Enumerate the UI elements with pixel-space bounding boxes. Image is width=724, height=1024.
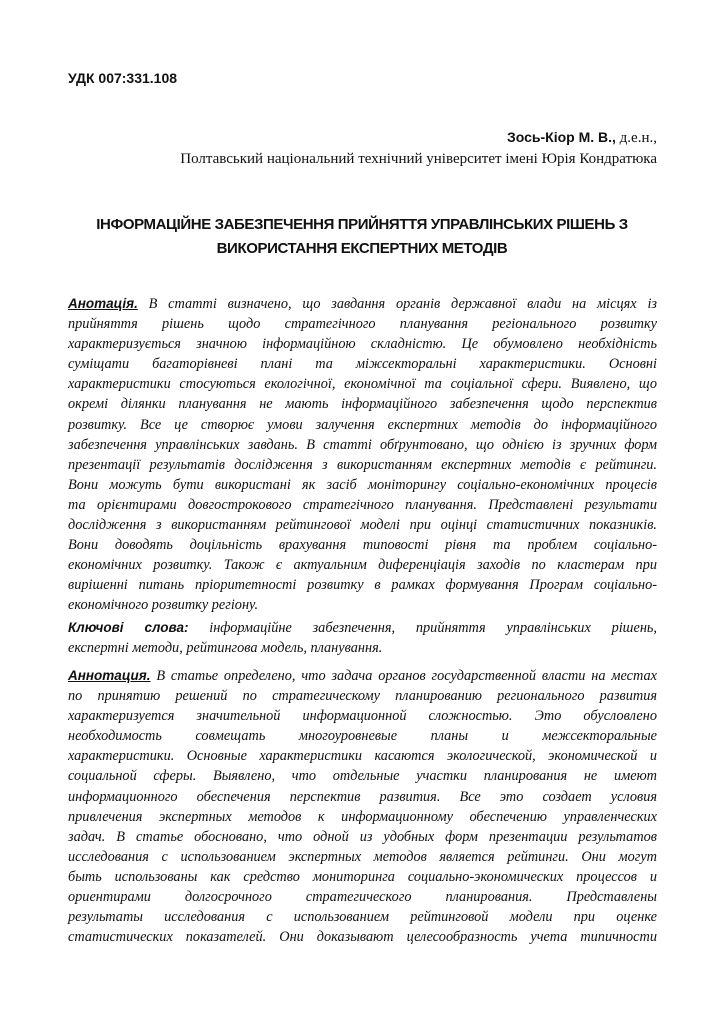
text-line-content: економічних розвитку. Також є актуальним диференціація заходів по кластерам при — [68, 557, 657, 574]
text-line — [68, 535, 657, 555]
text-line-content: задач. В статье обосновано, что одной из удобных форм презентации результатов — [68, 828, 657, 845]
text-line-content: інформаційне забезпечення, прийняття управлінських рішень, — [188, 620, 657, 636]
text-line — [68, 907, 657, 927]
text-line-content: В статье определено, что задача органов государственной власти на местах — [150, 668, 657, 684]
author-line — [507, 128, 657, 147]
text-line — [68, 766, 657, 786]
text-line-content: Вони можуть бути використані як засіб моніторингу соціально-економічних процесів — [68, 476, 657, 493]
text-line — [68, 638, 657, 658]
text-line-content: дослідження з використанням рейтингової моделі при оцінці статистичних показників. — [68, 517, 657, 534]
text-line — [68, 394, 657, 414]
text-line-content: привлечения экспертных методов к информационному обеспечению управленческих — [68, 808, 657, 825]
abstract-ukrainian — [68, 294, 657, 616]
text-line-content: необходимость совмещать многоуровневые планы и межсекторальные — [68, 728, 657, 745]
text-line-content: забезпечення управлінських завдань. В статті обґрунтовано, що однією із зручних форм — [68, 436, 657, 453]
text-line-content: статистических показателей. Они доказывают целесообразность учета типичности — [68, 929, 657, 946]
text-line-content: експертні методи, рейтингова модель, планування. — [68, 640, 383, 657]
author-degree: д.е.н., — [615, 130, 657, 146]
author-name: Зось-Кіор М. В., — [506, 129, 616, 145]
section-label: Ключові слова: — [68, 620, 189, 635]
paper-title-line-2: ВИКОРИСТАННЯ ЕКСПЕРТНИХ МЕТОДІВ — [216, 240, 508, 257]
text-line — [68, 666, 657, 686]
text-line-content: исследования с использованием экспертных методов является рейтинги. Они могут — [68, 848, 657, 865]
text-line-content: Вони доводять доцільність врахування типовості рівня та проблем соціально- — [68, 537, 657, 554]
text-line-content: характеристики стосуються екологічної, економічної та соціальної сфери. Виявлено, що — [68, 376, 657, 393]
text-line — [68, 726, 657, 746]
text-line — [68, 495, 657, 515]
text-line-content: характеризуется значительной информационной сложностью. Это обусловлено — [68, 708, 657, 725]
text-line — [68, 515, 657, 535]
section-label: Анотація. — [68, 296, 138, 311]
text-line — [68, 686, 657, 706]
text-line — [68, 887, 657, 907]
text-line-content: по принятию решений по стратегическому планированию регионального развития — [68, 688, 657, 705]
text-line — [68, 475, 657, 495]
text-line-content: суміщати багаторівневі плані та міжсекторальні характеристики. Основні — [68, 356, 657, 373]
text-line-content: ориентирами долгосрочного стратегического планирования. Представлены — [68, 889, 657, 906]
text-line — [68, 455, 657, 475]
text-line — [68, 618, 657, 638]
text-line-content: окремі ділянки планування не мають інформаційного забезпечення щодо перспектив — [68, 396, 657, 413]
text-line — [68, 807, 657, 827]
author-affiliation: Полтавський національний технічний університет імені Юрія Кондратюка — [180, 151, 657, 167]
text-line — [68, 867, 657, 887]
text-line — [68, 374, 657, 394]
text-line — [68, 827, 657, 847]
text-line-content: та орієнтирами довгострокового стратегічного планування. Представлені результати — [68, 496, 657, 513]
text-line-content: информационного обеспечения перспектив развития. Все это создает условия — [68, 788, 657, 805]
text-line-content: быть использованы как средство мониторинга социально-экономических процессов и — [68, 868, 657, 885]
text-line — [68, 746, 657, 766]
keywords-ukrainian — [68, 618, 657, 658]
text-line-content: характеристики. Основные характеристики касаются экологической, экономической и — [68, 748, 657, 765]
section-label: Аннотация. — [68, 668, 151, 683]
text-line — [68, 847, 657, 867]
text-line-content: В статті визначено, що завдання органів державної влади на місцях із — [137, 296, 657, 312]
text-line-content: економічного розвитку регіону. — [68, 597, 259, 614]
text-line-content: прийняття рішень щодо стратегічного планування регіонального розвитку — [68, 316, 657, 333]
text-line-content: розвитку. Все це створює умови залучення експертних методів до інформаційного — [68, 416, 657, 433]
text-line-content: социальной сферы. Выявлено, что отдельные участки планирования не имеют — [68, 768, 657, 785]
text-line — [68, 555, 657, 575]
text-line — [68, 354, 657, 374]
text-line — [68, 294, 657, 314]
text-line — [68, 334, 657, 354]
paper-title-line-1: ІНФОРМАЦІЙНЕ ЗАБЕЗПЕЧЕННЯ ПРИЙНЯТТЯ УПРАВЛІНСЬКИХ РІШЕНЬ З — [96, 216, 628, 233]
text-line — [68, 575, 657, 595]
text-line — [68, 706, 657, 726]
text-line — [68, 595, 657, 615]
text-line-content: результаты исследования с использованием рейтинговой модели при оценке — [68, 909, 657, 926]
text-line-content: вирішенні питань пріоритетності розвитку в рамках формування Програм соціально- — [68, 577, 657, 594]
text-line-content: презентації результатів дослідження з використанням експертних методів є рейтинги. — [68, 456, 657, 473]
text-line — [68, 314, 657, 334]
abstract-russian — [68, 666, 657, 947]
text-line — [68, 927, 657, 947]
text-line — [68, 787, 657, 807]
udk-code: УДК 007:331.108 — [68, 70, 178, 86]
text-line — [68, 435, 657, 455]
text-line-content: характеризується значною інформаційною складністю. Це обумовлено необхідність — [68, 336, 657, 353]
text-line — [68, 415, 657, 435]
